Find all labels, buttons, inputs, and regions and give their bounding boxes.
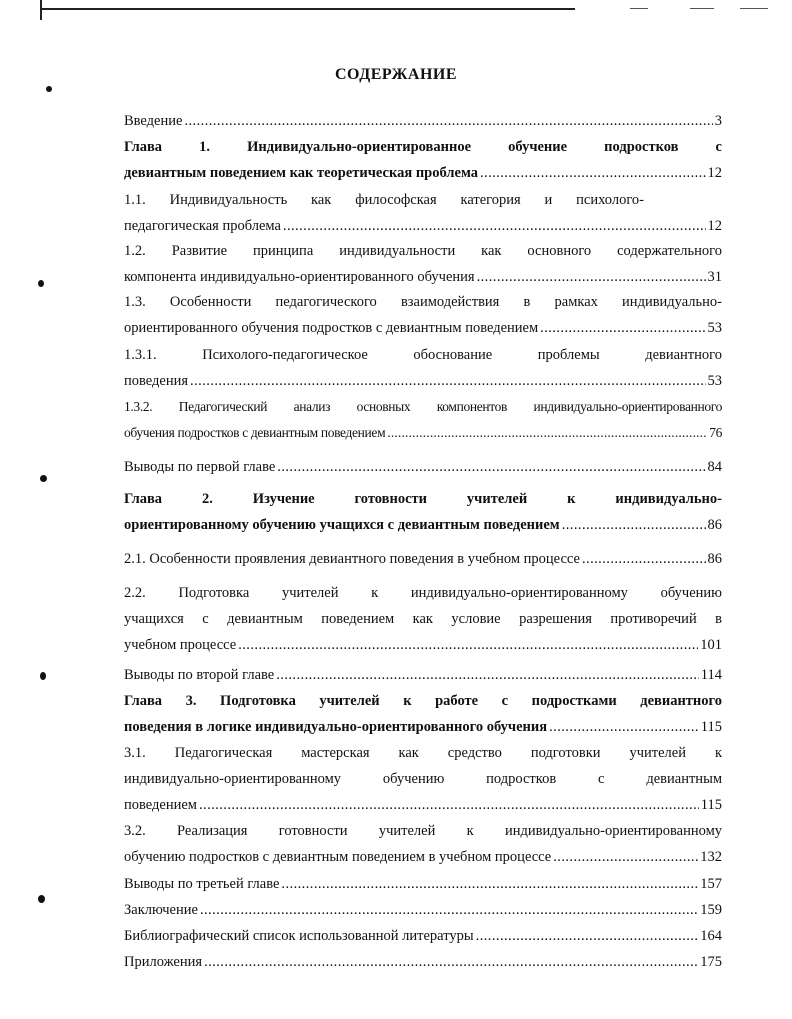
- toc-entry-text: Глава 2. Изучение готовности учителей к индивидуально-: [124, 491, 722, 507]
- toc-page-number: 31: [707, 269, 722, 285]
- toc-leader-dots: [553, 844, 698, 870]
- scan-edge-top: [40, 8, 575, 10]
- toc-page-number: 132: [700, 849, 722, 865]
- toc-entry-text: ориентированного обучения подростков с девиантным поведением: [124, 320, 539, 336]
- toc-entry-conclusions-1: [124, 454, 722, 480]
- toc-entry-3-1: [124, 740, 722, 818]
- toc-page-number: 86: [707, 517, 722, 533]
- toc-entry-1-3-1: [124, 342, 722, 394]
- toc-entry-text: Заключение: [124, 902, 198, 918]
- toc-page-number: 12: [707, 165, 722, 181]
- toc-entry-text: поведения в логике индивидуально-ориентированного обучения: [124, 719, 548, 735]
- toc-page-number: 53: [707, 373, 722, 389]
- toc-page-number: 115: [700, 719, 722, 735]
- toc-leader-dots: [283, 213, 706, 239]
- toc-leader-dots: [204, 949, 698, 975]
- toc-entry-3-2: [124, 818, 722, 870]
- toc-entry-text: Глава 1. Индивидуально-ориентированное обучение подростков с: [124, 139, 722, 155]
- toc-page-number: 12: [707, 218, 722, 234]
- toc-entry-text: Введение: [124, 113, 183, 129]
- toc-leader-dots: [200, 897, 698, 923]
- toc-entry-2-2: [124, 580, 722, 658]
- toc-leader-dots: [184, 108, 712, 134]
- toc-entry-text: ориентированному обучению учащихся с девиантным поведением: [124, 517, 560, 533]
- scan-speck: [38, 895, 45, 903]
- toc-entry-text: девиантным поведением как теоретическая проблема: [124, 165, 478, 181]
- toc-page-number: 84: [707, 459, 722, 475]
- toc-entry-text: обучения подростков с девиантным поведением: [124, 425, 386, 440]
- toc-leader-dots: [562, 512, 706, 538]
- toc-entry-text: компонента индивидуально-ориентированного обучения: [124, 269, 475, 285]
- toc-entry-1-1: [124, 187, 722, 239]
- scan-speck: [38, 280, 44, 287]
- toc-leader-dots: [281, 871, 698, 897]
- toc-entry-text: учащихся с девиантным поведением как условие разрешения противоречий в: [124, 611, 722, 627]
- toc-entry-text: обучению подростков с девиантным поведением в учебном процессе: [124, 849, 552, 865]
- toc-page-number: 86: [707, 551, 722, 567]
- toc-entry-1-3: [124, 289, 722, 341]
- toc-leader-dots: [238, 632, 698, 658]
- toc-page-number: 53: [707, 320, 722, 336]
- scan-edge-left: [40, 0, 42, 20]
- toc-page-number: 159: [700, 902, 722, 918]
- scan-speck: [40, 475, 47, 482]
- toc-entry-text: индивидуально-ориентированному обучению подростков с девиантным: [124, 771, 722, 787]
- toc-page-number: 115: [700, 797, 722, 813]
- toc-entry-text: 1.3. Особенности педагогического взаимодействия в рамках индивидуально-: [124, 294, 722, 310]
- scan-speck: [40, 672, 46, 680]
- toc-entry-text: поведением: [124, 797, 197, 813]
- toc-page-number: 114: [700, 667, 722, 683]
- toc-leader-dots: [277, 454, 705, 480]
- toc-entry-text: Библиографический список использованной литературы: [124, 928, 474, 944]
- toc-entry-text: Глава 3. Подготовка учителей к работе с подростками девиантного: [124, 693, 722, 709]
- toc-entry-text: 1.2. Развитие принципа индивидуальности как основного содержательного: [124, 243, 722, 259]
- toc-leader-dots: [190, 368, 705, 394]
- page-title: СОДЕРЖАНИЕ: [334, 66, 458, 83]
- toc-leader-dots: [549, 714, 699, 740]
- toc-page-number: 164: [700, 928, 722, 944]
- scan-mark: [740, 8, 768, 9]
- toc-leader-dots: [476, 923, 699, 949]
- toc-page-number: 76: [709, 425, 722, 440]
- toc-entry-text: 2.1. Особенности проявления девиантного поведения в учебном процессе: [124, 551, 580, 567]
- toc-entry-text: 2.2. Подготовка учителей к индивидуально-ориентированному обучению: [124, 585, 722, 601]
- toc-entry-text: 1.3.2. Педагогический анализ основных компонентов индивидуально-ориентированного: [124, 399, 722, 414]
- toc-entry-text: 1.1. Индивидуальность как философская категория и психолого-: [124, 192, 644, 208]
- toc-entry-text: Выводы по третьей главе: [124, 876, 280, 892]
- toc-entry-text: 3.1. Педагогическая мастерская как средство подготовки учителей к: [124, 745, 722, 761]
- toc-leader-dots: [199, 792, 699, 818]
- scan-speck: [46, 86, 52, 92]
- toc-page-number: 157: [700, 876, 722, 892]
- toc-entry-conclusion: [124, 897, 722, 923]
- scan-mark: [630, 8, 648, 9]
- toc-entry-text: поведения: [124, 373, 189, 389]
- toc-entry-chapter-3: [124, 688, 722, 740]
- toc-entry-chapter-2: [124, 486, 722, 538]
- toc-leader-dots: [387, 420, 707, 446]
- toc-entry-text: Выводы по второй главе: [124, 667, 275, 683]
- toc-entry-intro: [124, 108, 722, 134]
- toc-page-number: 101: [700, 637, 722, 653]
- toc-page-number: 3: [714, 113, 722, 129]
- toc-page-number: 175: [700, 954, 722, 970]
- toc-leader-dots: [540, 315, 705, 341]
- toc-entry-text: педагогическая проблема: [124, 218, 281, 234]
- toc-leader-dots: [477, 264, 706, 290]
- toc-entry-bibliography: [124, 923, 722, 949]
- toc-entry-conclusions-2: [124, 662, 722, 688]
- toc-leader-dots: [582, 546, 706, 572]
- toc-entry-2-1: [124, 546, 722, 572]
- scan-mark: [690, 8, 714, 9]
- toc-entry-text: Приложения: [124, 954, 203, 970]
- toc-entry-conclusions-3: [124, 871, 722, 897]
- toc-entry-appendices: [124, 949, 722, 975]
- toc-entry-text: 3.2. Реализация готовности учителей к индивидуально-ориентированному: [124, 823, 722, 839]
- toc-entry-1-2: [124, 238, 722, 290]
- toc-entry-text: учебном процессе: [124, 637, 237, 653]
- toc-entry-1-3-2: [124, 394, 722, 446]
- toc-entry-text: 1.3.1. Психолого-педагогическое обоснование проблемы девиантного: [124, 347, 722, 363]
- toc-leader-dots: [276, 662, 699, 688]
- toc-entry-chapter-1: [124, 134, 722, 186]
- toc-leader-dots: [480, 160, 706, 186]
- toc-entry-text: Выводы по первой главе: [124, 459, 276, 475]
